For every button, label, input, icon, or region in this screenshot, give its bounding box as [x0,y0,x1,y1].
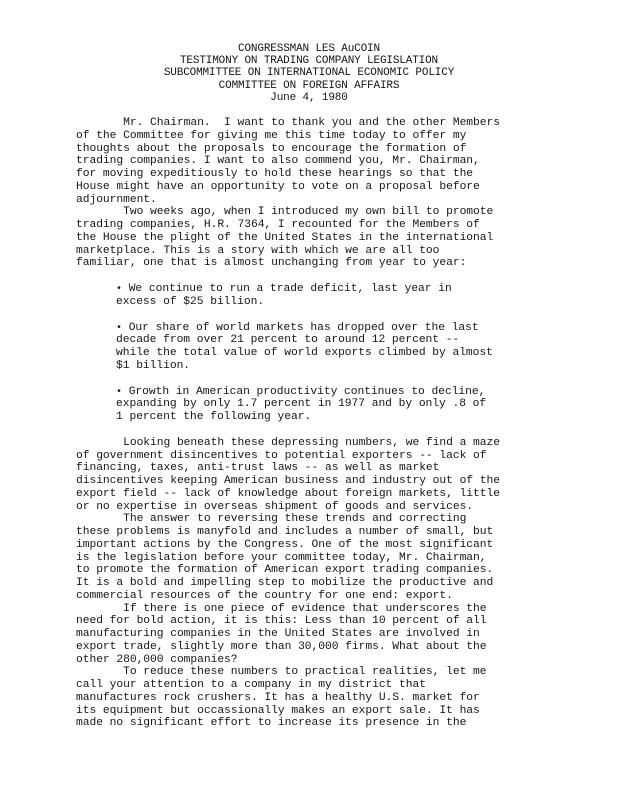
text-line: The answer to reversing these trends and correcting [76,513,467,526]
bullet-productivity [116,386,546,424]
header-name: CONGRESSMAN LES AuCOIN [238,43,380,55]
text-line: We continue to run a trade deficit, last year in [128,283,452,295]
bullet-marker: • [116,322,122,334]
text-line: adjournment. [76,193,157,206]
text-line: manufacturing companies in the United States are involved in [76,628,480,640]
text-line: If there is one piece of evidence that underscores the [76,602,487,615]
text-line: manufactures rock crushers. It has a healthy U.S. market for [76,691,480,704]
text-line: the House the plight of the United States in the international [76,231,494,244]
text-line: decade from over 21 percent to around 12 percent -- [116,334,460,347]
text-line: is the legislation before your committee today, Mr. Chairman, [76,551,487,564]
text-line: other 280,000 companies? [76,653,238,666]
text-line: excess of $25 billion. [116,295,265,308]
header-testimony: TESTIMONY ON TRADING COMPANY LEGISLATION [179,55,439,68]
text-line: trading companies, H.R. 7364, I recounted for the Members of [76,219,480,231]
header-date: June 4, 1980 [270,91,348,104]
text-line: marketplace. This is a story with which we are all too [76,244,440,257]
text-line: its equipment but occassionally makes an export sale. It has [76,704,480,717]
text-line: of government disincentives to potential exporters -- lack of [76,449,487,462]
document-body [76,117,546,730]
text-line: Two weeks ago, when I introduced my own bill to promote [76,206,494,219]
text-line: important actions by the Congress. One of the most significant [76,538,494,551]
text-line: familiar, one that is almost unchanging from year to year: [76,257,467,270]
text-line: made no significant effort to increase its presence in the [76,717,467,730]
text-line: call your attention to a company in my district that [76,679,426,691]
text-line: To reduce these numbers to practical realities, let me [76,666,487,679]
text-line: It is a bold and impelling step to mobilize the productive and [76,577,494,589]
text-line: these problems is manyfold and includes a number of small, but [76,526,494,538]
paragraph-evidence [76,603,546,667]
paragraph-two-weeks [76,206,546,270]
text-line: to promote the formation of American export trading companies. [76,564,494,577]
text-line: 1 percent the following year. [116,411,312,423]
header-committee: COMMITTEE ON FOREIGN AFFAIRS [218,79,400,92]
text-line: export field -- lack of knowledge about foreign markets, little [76,487,500,500]
paragraph-rock-crushers [76,666,546,730]
text-line: expanding by only 1.7 percent in 1977 and by only .8 of [116,398,487,411]
text-line: Mr. Chairman. I want to thank you and the other Members [76,117,500,129]
text-line: Looking beneath these depressing numbers, we find a maze [76,436,500,449]
paragraph-answer [76,513,546,602]
document-header [0,43,618,104]
text-line: while the total value of world exports climbed by almost [116,347,493,359]
text-line: financing, taxes, anti-trust laws -- as well as market [76,462,440,475]
bullet-marker: • [116,284,122,295]
paragraph-looking-beneath [76,437,546,514]
text-line: export trade, slightly more than 30,000 firms. What about the [76,640,487,653]
header-subcommittee: SUBCOMMITTEE ON INTERNATIONAL ECONOMIC POLICY [163,67,455,80]
text-line: need for bold action, it is this: Less than 10 percent of all [76,615,487,628]
bullet-trade-deficit [116,283,546,309]
bullet-marker: • [116,386,122,398]
bullet-world-markets [116,322,546,373]
text-line: disincentives keeping American business and industry out of the [76,475,500,487]
text-line: of the Committee for giving me this time today to offer my [76,129,467,142]
text-line: Growth in American productivity continues to decline, [128,385,486,398]
text-line: Our share of world markets has dropped over the last [128,321,479,334]
text-line: $1 billion. [116,359,191,372]
text-line: for moving expeditiously to hold these hearings so that the [76,168,474,180]
text-line: thoughts about the proposals to encourage the formation of [76,142,467,155]
text-line: trading companies. I want to also commend you, Mr. Chairman, [76,155,480,168]
text-line: commercial resources of the country for one end: export. [76,589,453,602]
paragraph-intro [76,117,546,206]
text-line: House might have an opportunity to vote on a proposal before [76,180,480,193]
text-line: or no expertise in overseas shipment of goods and services. [76,500,474,513]
